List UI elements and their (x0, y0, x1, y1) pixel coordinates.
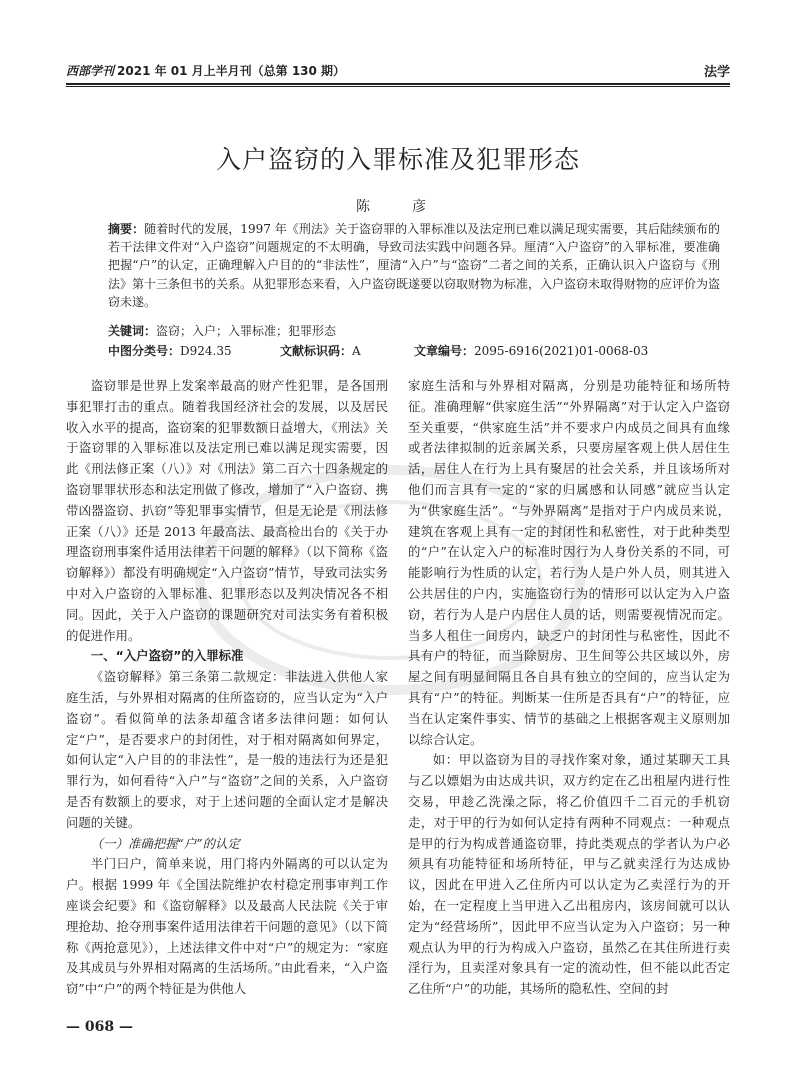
keywords (108, 322, 720, 339)
paragraph: 《盗窃解释》第三条第二款规定：非法进入供他人家庭生活，与外界相对隔离的住所盗窃的，应当认定为“入户盗窃”。看似简单的法条却蕴含诸多法律问题：如何认定“户”，是否要求户的封闭性，对于相对隔离如何界定，如何认定“入户目的的非法性”，是一般的违法行为还是犯罪行为，如何看待“入户”与“盗窃”之间的关系，入户盗窃是否有数额上的要求，对于上述问题的全面认定才是解决问题的关键。 (66, 669, 388, 830)
clc-code (108, 344, 232, 358)
paragraph: 家庭生活和与外界相对隔离，分别是功能特征和场所特征。准确理解“供家庭生活”“外界隔离”对于认定入户盗窃至关重要，“供家庭生活”并不要求户内成员之间具有血缘或者法律拟制的近亲属关系，只要房屋客观上供人居住生活，居住人在行为上具有聚居的社会关系，并且该场所对他们而言具有一定的“家的归属感和认同感”就应当认定为“供家庭生活”。“与外界隔离”是指对于户内成员来说，建筑在客观上具有一定的封闭性和私密性，对于此种类型的“户”在认定入户的标准时因行为人身份关系的不同，可能影响行为性质的认定，若行为人是户外人员，则其进入公共居住的户内，实施盗窃行为的情形可以认定为入户盗窃，若行为人是户内居住人员的话，则需要视情况而定。当多人租住一间房内，缺乏户的封闭性与私密性，因此不具有户的特征，而当除厨房、卫生间等公共区域以外，房屋之间有明显间隔且各自具有独立的空间的，应当认定为具有“户”的特征。判断某一住所是否具有“户”的特征，应当在认定案件事实、情节的基础之上根据客观主义原则加以综合认定。 (408, 378, 730, 747)
header-rule-thin (66, 86, 730, 87)
paragraph: 如：甲以盗窃为目的寻找作案对象，通过某聊天工具与乙以嫖娼为由达成共识，双方约定在乙出租屋内进行性交易，甲趁乙洗澡之际，将乙价值四千二百元的手机窃走，对于甲的行为如何认定持有两种不同观点：一种观点是甲的行为构成普通盗窃罪，持此类观点的学者认为户必须具有功能特征和场所特征，甲与乙就卖淫行为达成协议，因此在甲进入乙住所内可以认定为乙卖淫行为的开始，在一定程度上当甲进入乙出租房内，该房间就可以认定为“经营场所”，因此甲不应当认定为入户盗窃；另一种观点认为甲的行为构成入户盗窃，虽然乙在其住所进行卖淫行为，且卖淫对象具有一定的流动性，但不能以此否定乙住所“户”的功能，其场所的隐私性、空间的封 (408, 752, 730, 997)
abstract-text: 随着时代的发展，1997 年《刑法》关于盗窃罪的入罪标准以及法定刑已难以满足现实需要，其后陆续颁布的若干法律文件对“入户盗窃”问题规定的不太明确，导致司法实践中问题各异。厘清“入户盗窃”的入罪标准，要准确把握“户”的认定，正确理解入户目的的“非法性”，厘清“入户”与“盗窃”二者之间的关系，正确认识入户盗窃与《刑法》第十三条但书的关系。从犯罪形态来看，入户盗窃既遂要以窃取财物为标准，入户盗窃未取得财物的应评价为盗窃未遂。 (108, 222, 721, 309)
article-title: 入户盗窃的入罪标准及犯罪形态 (215, 145, 580, 174)
keywords-label: 关键词： (108, 324, 157, 338)
running-header (66, 58, 730, 82)
journal-logo: 西部学刊 (66, 64, 115, 78)
article-number-value: 2095-6916(2021)01-0068-03 (474, 344, 649, 358)
article-number (414, 342, 648, 359)
article-author: 陈 彦 (356, 199, 440, 215)
section-heading: 一、“入户盗窃”的入罪标准 (90, 648, 244, 664)
issue-label: 2021 年 01 月上半月刊（总第 130 期） (117, 64, 346, 78)
abstract (108, 220, 720, 311)
journal-issue (66, 62, 345, 79)
page-number: — 068 — (66, 1019, 133, 1035)
doc-code (280, 342, 361, 359)
article-number-label: 文章编号： (414, 344, 475, 358)
body-column-right (408, 376, 730, 1000)
classification-line (108, 342, 720, 359)
doc-label: 文献标识码： (280, 344, 353, 358)
keywords-text: 盗窃；入户；入罪标准；犯罪形态 (156, 324, 337, 338)
abstract-label: 摘要： (108, 222, 145, 236)
paragraph: 盗窃罪是世界上发案率最高的财产性犯罪，是各国刑事犯罪打击的重点。随着我国经济社会的发展，以及居民收入水平的提高，盗窃案的犯罪数额日益增大，《刑法》关于盗窃罪的入罪标准以及法定刑已难以满足现实需要，因此《刑法修正案（八）》对《刑法》第二百六十四条规定的盗窃罪罪状形态和法定刑做了修改，增加了“入户盗窃、携带凶器盗窃、扒窃”等犯罪事实情节，但是无论是《刑法修正案（八）》还是 2013 年最高法、最高检出台的《关于办理盗窃刑事案件适用法律若干问题的解释》（以下简称《盗窃解释》）都没有明确规定“入户盗窃”情节，导致司法实务中对入户盗窃的入罪标准、犯罪形态以及判决情况各不相同。因此，关于入户盗窃的课题研究对司法实务有着积极的促进作用。 (66, 378, 388, 643)
clc-value: D924.35 (180, 344, 232, 358)
body-column-left (66, 376, 388, 1000)
subsection-heading: （一）准确把握“户”的认定 (90, 835, 240, 851)
doc-value: A (352, 344, 361, 358)
header-rule-thick (66, 83, 730, 85)
paragraph: 半门曰户，简单来说，用门将内外隔离的可以认定为户。根据 1999 年《全国法院维护农村稳定刑事审判工作座谈会纪要》和《盗窃解释》以及最高人民法院《关于审理抢劫、抢夺刑事案件适用法律若干问题的意见》（以下简称《两抢意见》），上述法律文件中对“户”的规定为：“家庭及其成员与外界相对隔离的生活场所。”由此看来，“入户盗窃”中“户”的两个特征是为供他人 (66, 856, 388, 997)
section-label: 法学 (703, 65, 730, 80)
clc-label: 中图分类号： (108, 344, 181, 358)
